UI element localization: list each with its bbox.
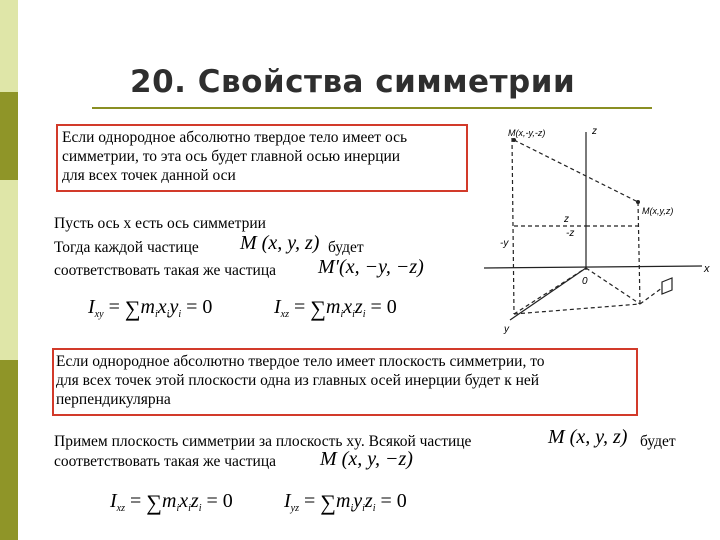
- block1-line: Если однородное абсолютно твердое тело имеет ось: [62, 129, 408, 146]
- point-M-prime: [512, 138, 516, 142]
- particle-M-prime: M′(x, −y, −z): [318, 256, 424, 278]
- symmetry-diagram: [474, 118, 720, 340]
- helper-line: [586, 268, 640, 304]
- sidebar-bar-light: [0, 180, 18, 360]
- formula-Ixy: $I_{xy} = \sum m_ix_iy_i = 0$: [88, 296, 213, 321]
- block3-line: Если однородное абсолютно твердое тело имеет плоскость симметрии, то: [56, 353, 545, 370]
- page-title: 20. Свойства симметрии: [130, 64, 576, 100]
- helper-line: [514, 304, 640, 314]
- block2-line: Пусть ось x есть ось симметрии: [54, 215, 266, 232]
- block4-line: Примем плоскость симметрии за плоскость xy. Всякой частице: [54, 433, 472, 450]
- sidebar-bar-dark: [0, 92, 18, 180]
- point-M: [636, 200, 640, 204]
- block1-line: для всех точек данной оси: [62, 167, 236, 184]
- label-neg-z: -z: [566, 228, 575, 239]
- label-neg-y: -y: [500, 238, 509, 249]
- block3-line: для всех точек этой плоскости одна из главных осей инерции будет к ней: [56, 372, 540, 389]
- label-M: M(x,y,z): [642, 206, 674, 216]
- label-M-prime: M(x,-y,-z): [508, 128, 546, 138]
- block2-line: соответствовать такая же частица: [54, 262, 277, 279]
- helper-line: [638, 202, 640, 304]
- sidebar-decoration: [0, 0, 18, 540]
- label-z-axis: z: [564, 214, 569, 225]
- sidebar-bar-dark: [0, 360, 18, 540]
- particle-M: M (x, y, z): [548, 426, 628, 448]
- particle-M: M (x, y, z): [240, 232, 320, 254]
- label-z-top: z: [592, 126, 597, 137]
- block3-line: перпендикулярна: [56, 391, 171, 408]
- formula-Iyz: $I_{yz} = \sum m_iy_iz_i = 0$: [284, 490, 407, 515]
- block1-line: симметрии, то эта ось будет главной осью инерции: [62, 148, 401, 165]
- helper-line: [514, 268, 586, 314]
- label-x: x: [704, 263, 710, 275]
- title-underline: [92, 107, 652, 109]
- helper-line: [640, 288, 662, 304]
- helper-line: [514, 140, 638, 202]
- label-y: y: [504, 324, 509, 335]
- sidebar-bar-light: [0, 0, 18, 92]
- block2-line: Тогда каждой частице: [54, 239, 199, 256]
- formula-Ixz: $I_{xz} = \sum m_ix_iz_i = 0$: [274, 296, 397, 321]
- block2-line-tail: будет: [328, 239, 364, 256]
- block4-line-tail: будет: [640, 433, 676, 450]
- formula-Ixz-2: $I_{xz} = \sum m_ix_iz_i = 0$: [110, 490, 233, 515]
- particle-M-mirror: M (x, y, −z): [320, 448, 413, 470]
- x-axis: [484, 266, 702, 268]
- plane-marker: [662, 278, 672, 294]
- block4-line: соответствовать такая же частица: [54, 453, 277, 470]
- helper-line: [512, 138, 514, 314]
- label-origin: 0: [582, 276, 588, 287]
